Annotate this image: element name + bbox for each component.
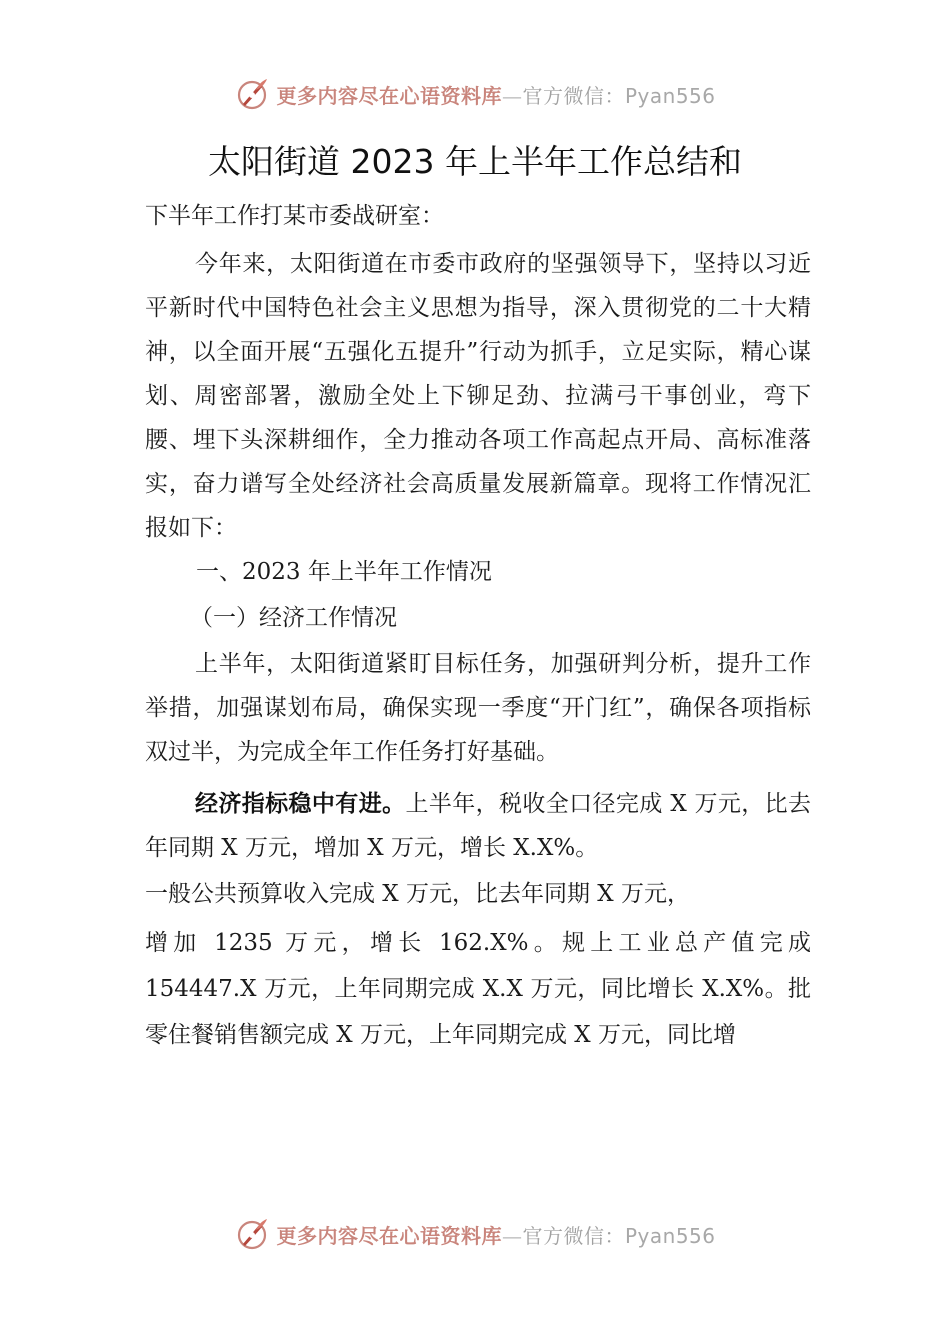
watermark-header	[0, 72, 950, 116]
subsection-heading-1: （一）经济工作情况	[190, 605, 397, 631]
watermark-dash: —	[501, 1223, 523, 1248]
quill-pen-logo-icon	[234, 76, 270, 112]
economic-indicators-line1: 上半年，税收全口径完成 X 万元，比去年同期 X 万元，增加 X 万元，增长 X.X%。	[145, 791, 812, 861]
budget-revenue-line: 一般公共预算收入完成 X 万元，比去年同期 X 万元，	[145, 881, 690, 907]
watermark-label: 官方微信：	[522, 1223, 625, 1248]
economic-indicators-paragraph	[145, 782, 811, 870]
watermark-footer	[0, 1212, 950, 1256]
section-heading-1: 一、2023 年上半年工作情况	[196, 559, 492, 585]
document-title: 太阳街道 2023 年上半年工作总结和	[208, 142, 742, 181]
watermark-main-text: 更多内容尽在心语资料库	[276, 1223, 502, 1248]
quill-pen-logo-icon	[234, 1216, 270, 1252]
watermark-main-text: 更多内容尽在心语资料库	[276, 83, 502, 108]
watermark-account: Pyan556	[624, 83, 716, 108]
recipient-line: 下半年工作打某市委战研室：	[145, 203, 444, 229]
industrial-output-paragraph: 增加 1235 万元，增长 162.X%。规上工业总产值完成 154447.X 万元，上年同期完成 X.X 万元，同比增长 X.X%。批零住餐销售额完成 X 万元，上年同期完成 X 万元，同比增	[145, 930, 811, 1048]
watermark-label: 官方微信：	[522, 83, 625, 108]
intro-paragraph: 今年来，太阳街道在市委市政府的坚强领导下，坚持以习近平新时代中国特色社会主义思想为指导，深入贯彻党的二十大精神，以全面开展“五强化五提升”行动为抓手，立足实际，精心谋划、周密部署，激励全处上下铆足劲、拉满弓干事创业，弯下腰、埋下头深耕细作，全力推动各项工作高起点开局、高标准落实，奋力谱写全处经济社会高质量发展新篇章。现将工作情况汇报如下：	[145, 251, 811, 541]
watermark-account: Pyan556	[624, 1223, 716, 1248]
subsection-body-paragraph: 上半年，太阳街道紧盯目标任务，加强研判分析，提升工作举措，加强谋划布局，确保实现一季度“开门红”，确保各项指标双过半，为完成全年工作任务打好基础。	[145, 651, 811, 765]
economic-indicators-lead: 经济指标稳中有进。	[195, 791, 406, 817]
watermark-dash: —	[501, 83, 523, 108]
